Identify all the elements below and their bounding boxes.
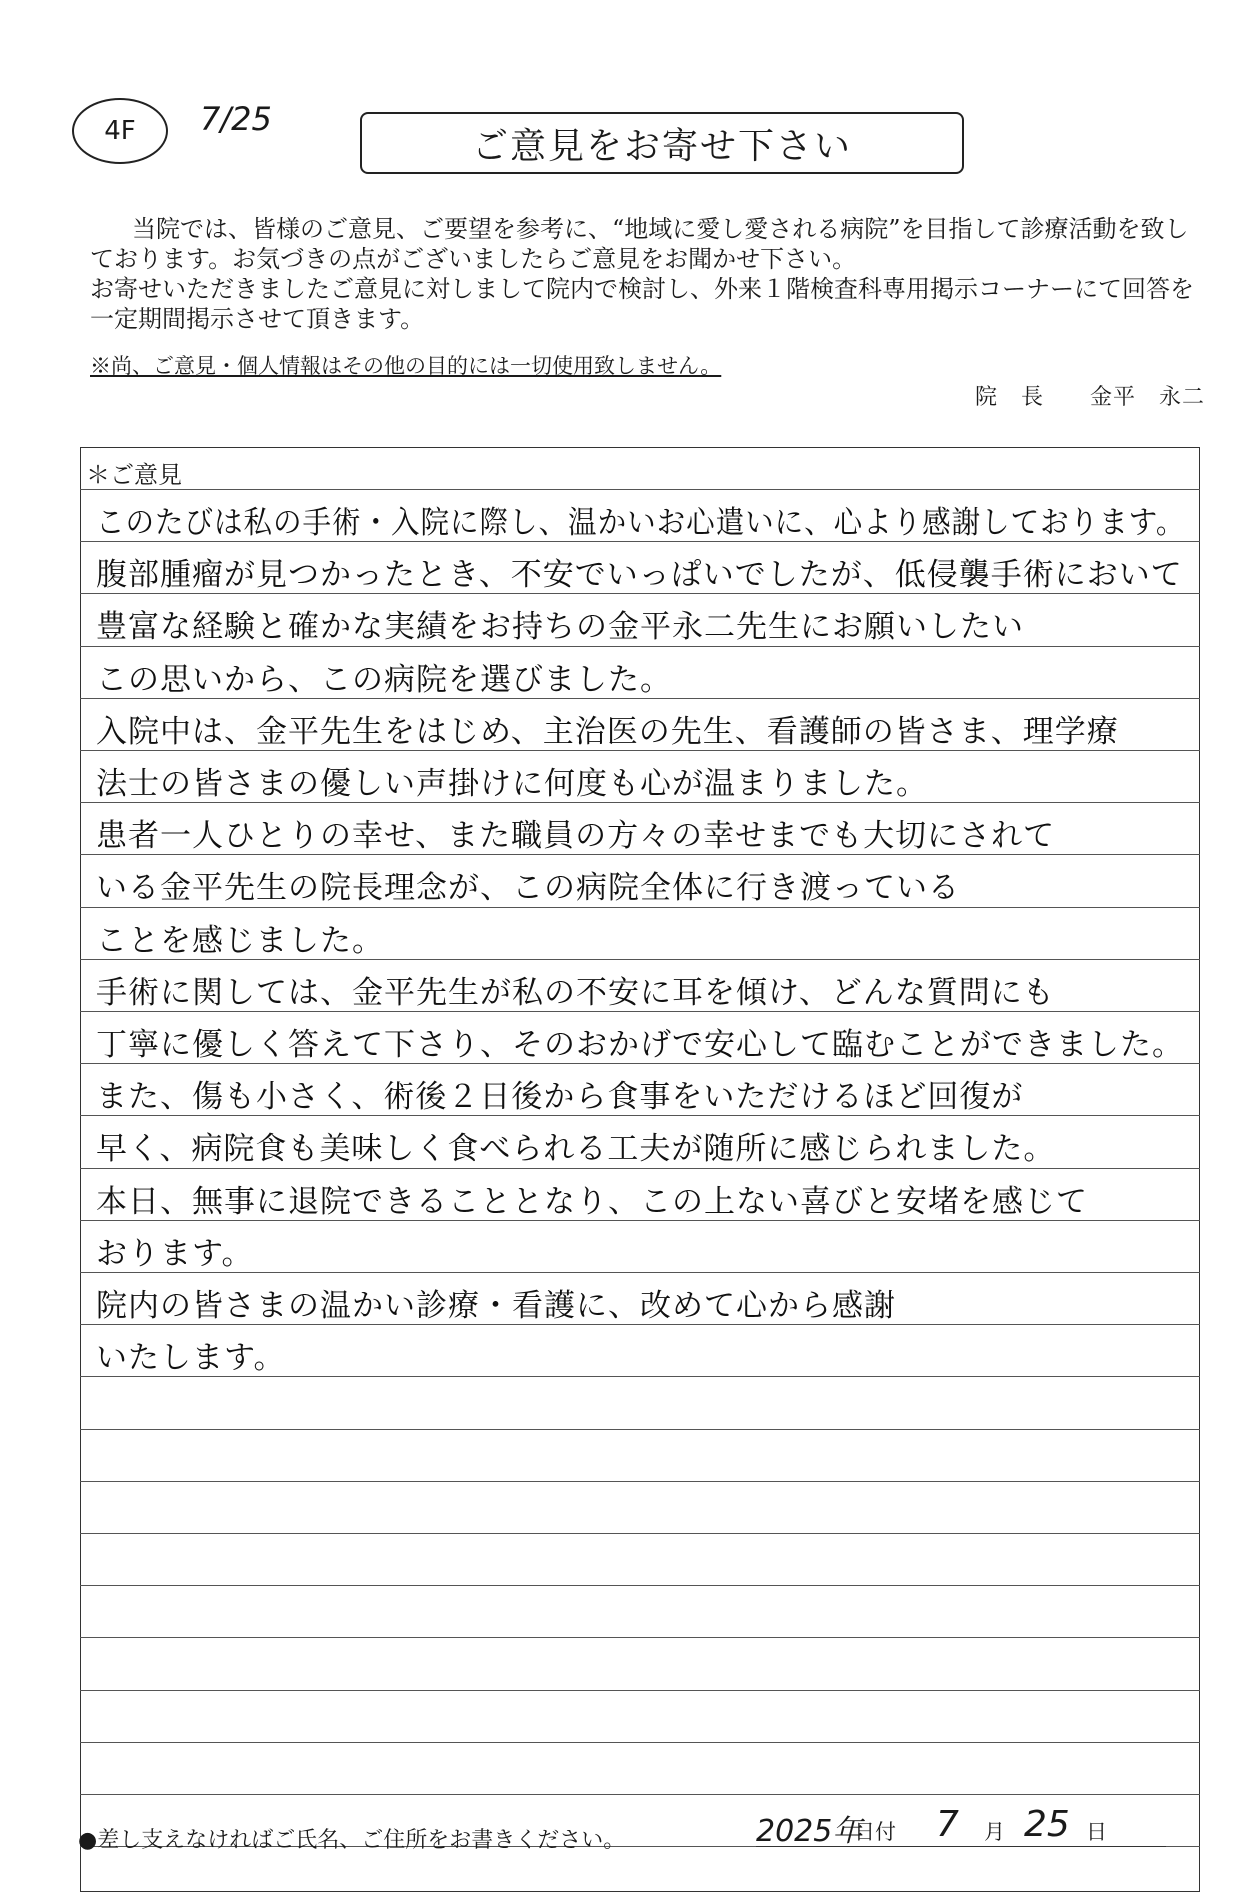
ruled-line [80,1429,1200,1430]
opinion-label: ＊ご意見 [86,462,182,489]
footer-month: 7 [936,1804,959,1845]
ruled-line [80,1585,1200,1586]
handwritten-line: 腹部腫瘤が見つかったとき、不安でいっぱいでしたが、低侵襲手術において [96,557,1183,593]
intro-paragraph-2: お寄せいただきましたご意見に対しまして院内で検討し、外来１階検査科専用掲示コーナーにて回答を一定期間掲示させて頂きます。 [90,275,1194,333]
floor-mark-text: 4F [104,116,136,146]
ruled-line [80,1481,1200,1482]
footer-year: 2025年 [756,1814,863,1849]
director-title: 院 長 [974,385,1044,410]
footer-note: ●差し支えなければご氏名、ご住所をお書きください。 [78,1828,626,1853]
footer-month-label: 月 [984,1820,1005,1844]
handwritten-line: このたびは私の手術・入院に際し、温かいお心遣いに、心より感謝しております。 [96,505,1186,541]
ruled-line [80,907,1200,908]
handwritten-line: 早く、病院食も美味しく食べられる工夫が随所に感じられました。 [96,1131,1056,1167]
director-name: 金平 永二 [1089,385,1205,410]
handwritten-line: いる金平先生の院長理念が、この病院全体に行き渡っている [96,870,960,906]
handwritten-line: 豊富な経験と確かな実績をお持ちの金平永二先生にお願いしたい [96,609,1024,645]
handwritten-line: 手術に関しては、金平先生が私の不安に耳を傾け、どんな質問にも [96,975,1055,1011]
handwritten-date: 7/25 [200,100,272,138]
privacy-notice: ※尚、ご意見・個人情報はその他の目的には一切使用致しません。 [90,354,722,378]
ruled-line [80,1794,1200,1795]
ruled-line [80,1533,1200,1534]
handwritten-line: 丁寧に優しく答えて下さり、そのおかげで安心して臨むことができました。 [96,1027,1184,1063]
handwritten-line: この思いから、この病院を選びました。 [96,662,672,698]
handwritten-line: 法士の皆さまの優しい声掛けに何度も心が温まりました。 [96,766,928,802]
intro-paragraph-1: 当院では、皆様のご意見、ご要望を参考に、“地域に愛し愛される病院”を目指して診療活動を致しております。お気づきの点がございましたらご意見をお聞かせ下さい。 [90,215,1189,273]
handwritten-line: いたします。 [96,1340,286,1376]
footer-day: 25 [1024,1804,1070,1845]
footer-date [756,1806,1166,1847]
ruled-line [80,1168,1200,1169]
handwritten-line: ことを感じました。 [96,923,384,959]
ruled-line [80,489,1200,490]
ruled-line [80,646,1200,647]
ruled-line [80,1742,1200,1743]
form-title-text: ご意見をお寄せ下さい [471,125,852,167]
handwritten-line: 患者一人ひとりの幸せ、また職員の方々の幸せまでも大切にされて [96,818,1056,854]
footer-date-label: 日付 [854,1820,896,1844]
handwritten-line: 本日、無事に退院できることとなり、この上ない喜びと安堵を感じて [96,1184,1088,1220]
handwritten-line: また、傷も小さく、術後２日後から食事をいただけるほど回復が [96,1079,1024,1115]
handwritten-line: 入院中は、金平先生をはじめ、主治医の先生、看護師の皆さま、理学療 [96,714,1119,750]
ruled-line [80,1690,1200,1691]
handwritten-line: 院内の皆さまの温かい診療・看護に、改めて心から感謝 [96,1288,896,1324]
footer-day-label: 日 [1086,1820,1107,1844]
handwritten-line: おります。 [96,1236,254,1272]
ruled-line [80,1637,1200,1638]
